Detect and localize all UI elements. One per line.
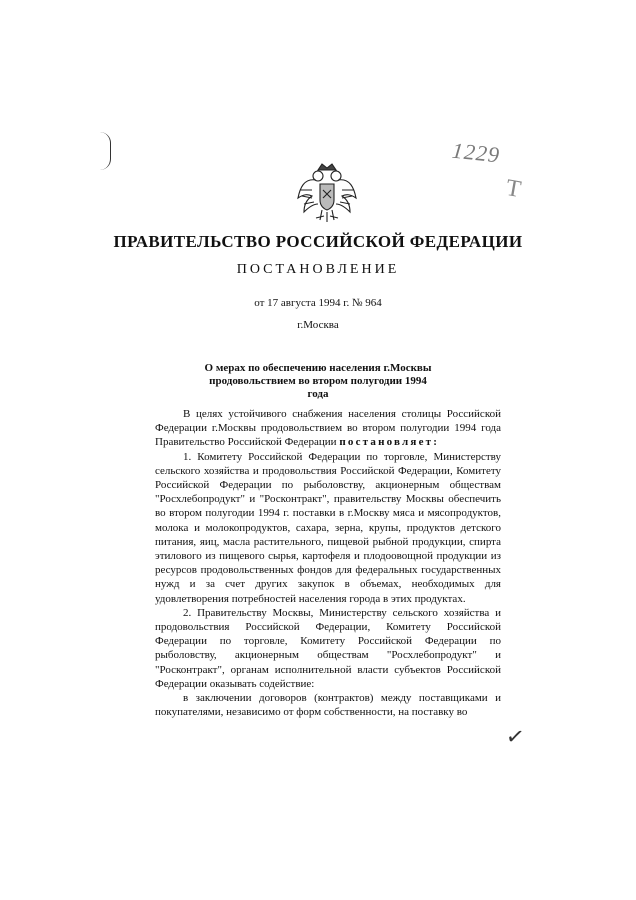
preamble-verb: постановляет: (339, 436, 440, 449)
decree-body (155, 407, 501, 719)
document-type: ПОСТАНОВЛЕНИЕ (236, 262, 400, 277)
coat-of-arms-icon (296, 160, 358, 228)
preamble-text: В целях устойчивого снабжения населения столицы Российской Федерации г.Москвы продовольствием во втором полугодии 1994 года Правительство Российской Федерации (155, 408, 501, 449)
item-2-paragraph: 2. Правительству Москвы, Министерству сельского хозяйства и продовольствия Российской Федерации, Комитету Российской Федерации по торговле, Комитету Российской Федерации по рыболовству, акционерным обществам "Росхлебопродукт" и "Росконтракт", органам исполнительной власти субъектов Российской Федерации оказывать содействие: (155, 606, 501, 690)
decree-date-number: от 17 августа 1994 г. № 964 (254, 297, 382, 309)
check-mark: ✓ (504, 722, 527, 751)
decree-subject (200, 362, 436, 401)
handwritten-letter: Т (503, 174, 523, 204)
item-1-paragraph: 1. Комитету Российской Федерации по торговле, Министерству сельского хозяйства и продовольствия Российской Федерации, Комитету Российской Федерации по рыболовству, акционерным обществам "Росхлебопродукт" и "Росконтракт", правительству Москвы обеспечить во втором полугодии 1994 г. поставки в г.Москву мяса и мясопродуктов, молока и молокопродуктов, сахара, зерна, крупы, продуктов детского питания, яиц, масла растительного, пищевой рыбной продукции, спирта этилового из пищевого сырья, картофеля и плодоовощной продукции из ресурсов продовольственных фондов для федеральных государственных нужд и за счет других закупок в объемах, необходимых для удовлетворения потребностей населения города в этих продуктах. (155, 450, 501, 605)
decree-subject-line-2: продовольствием во втором полугодии 1994 года (209, 375, 427, 400)
item-2-subparagraph: в заключении договоров (контрактов) между поставщиками и покупателями, независимо от форм собственности, на поставку во (155, 692, 501, 719)
decree-place: г.Москва (297, 319, 339, 331)
preamble-paragraph (155, 407, 501, 450)
handwritten-number: 1229 (450, 137, 502, 168)
decree-subject-line-1: О мерах по обеспечению населения г.Москвы (204, 362, 432, 374)
government-title: ПРАВИТЕЛЬСТВО РОССИЙСКОЙ ФЕДЕРАЦИИ (113, 232, 523, 251)
margin-bracket-mark (100, 132, 111, 170)
